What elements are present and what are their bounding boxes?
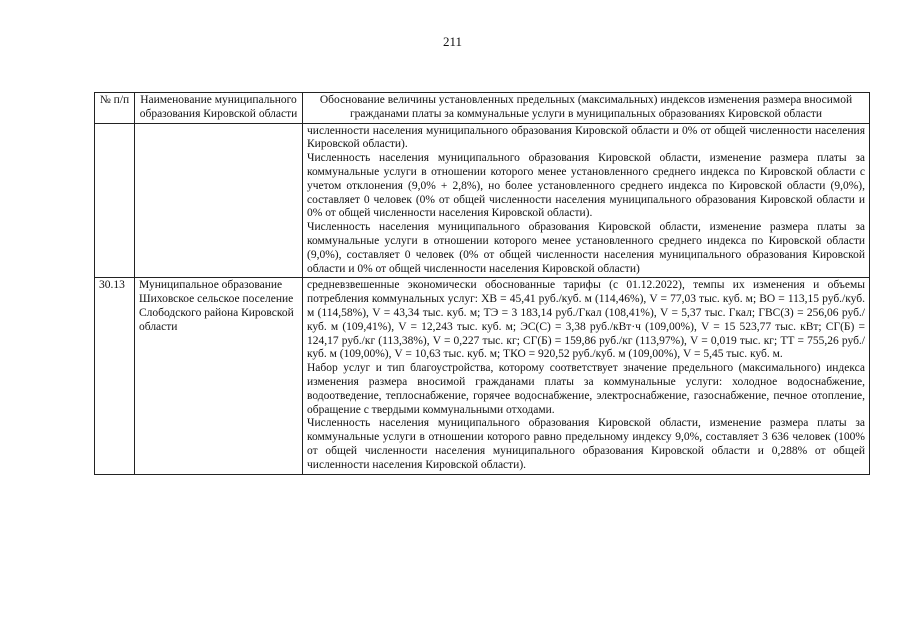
- row-paragraph: Численность населения муниципального образования Кировской области, изменение размера платы за коммунальные услуги в отношении которого менее установленного среднего индекса по Кировской области с учетом отклонения (9,0% + 2,8%), но более установленного среднего индекса по Кировской области (9,0%), составляет 0 человек (0% от общей численности населения муниципального образования Кировской области и 0% от общей численности населения Кировской области).: [307, 152, 865, 220]
- row-paragraph: Численность населения муниципального образования Кировской области, изменение размера платы за коммунальные услуги в отношении которого равно предельному индексу 9,0%, составляет 3 636 человек (100% от общей численности населения муниципального образования Кировской области и 0,288% от общей численности населения Кировской области).: [307, 417, 865, 471]
- row-name: Муниципальное образование Шиховское сельское поселение Слободского района Кировской области: [135, 278, 303, 474]
- table-header-row: [95, 93, 870, 124]
- tariff-table: [94, 92, 870, 475]
- header-name: Наименование муниципального образования Кировской области: [135, 93, 303, 124]
- row-num: [95, 123, 135, 278]
- row-text: [303, 278, 870, 474]
- page-number: 211: [442, 34, 463, 49]
- row-paragraph: Численность населения муниципального образования Кировской области, изменение размера платы за коммунальные услуги в отношении которого менее установленного среднего индекса по Кировской области (9,0%), составляет 0 человек (0% от общей численности населения муниципального образования Кировской области и 0% от общей численности населения Кировской области): [307, 221, 865, 275]
- row-name: [135, 123, 303, 278]
- row-text: [303, 123, 870, 278]
- row-paragraph: численности населения муниципального образования Кировской области и 0% от общей численности населения Кировской области).: [307, 124, 865, 151]
- row-paragraph: средневзвешенные экономически обоснованные тарифы (с 01.12.2022), темпы их изменения и объемы потребления коммунальных услуг: ХВ = 45,41 руб./куб. м (114,46%), V = 77,03 тыс. куб. м; ВО = 113,15 руб./куб. м (114,58%), V = 43,34 тыс. куб. м; ТЭ = 3 183,14 руб./Гкал (108,41%), V = 5,37 тыс. Гкал; ГВС(З) = 256,06 руб./куб. м (109,41%), V = 12,243 тыс. куб. м; ЭС(С) = 3,38 руб./кВт·ч (109,00%), V = 15 523,77 тыс. кВт; СГ(Б) = 124,17 руб./кг (113,38%), V = 0,227 тыс. кг; СГ(Б) = 159,86 руб./кг (113,97%), V = 0,019 тыс. кг; ТТ = 755,26 руб./куб. м (109,00%), V = 10,63 тыс. куб. м; ТКО = 920,52 руб./куб. м (109,00%), V = 5,45 тыс. куб. м.: [307, 279, 865, 361]
- row-num: 30.13: [95, 278, 135, 474]
- row-paragraph: Набор услуг и тип благоустройства, которому соответствует значение предельного (максимального) индекса изменения размера вносимой гражданами платы за коммунальные услуги: холодное водоснабжение, водоотведение, теплоснабжение, горячее водоснабжение, электроснабжение, газоснабжение, печное отопление, обращение с твердыми коммунальными отходами.: [307, 362, 865, 416]
- header-text: Обоснование величины установленных предельных (максимальных) индексов изменения размера вносимой гражданами платы за коммунальные услуги в муниципальных образованиях Кировской области: [303, 93, 870, 124]
- header-num: № п/п: [95, 93, 135, 124]
- table-row: [95, 123, 870, 278]
- table-row: [95, 278, 870, 474]
